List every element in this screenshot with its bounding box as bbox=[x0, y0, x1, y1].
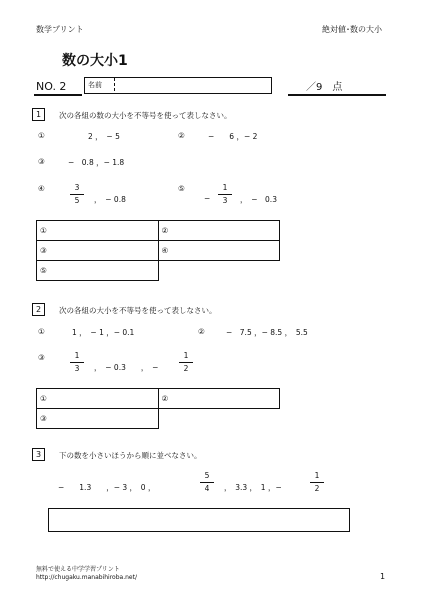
page-title: 数の大小1 bbox=[62, 53, 128, 69]
s3-fraction-bar-2 bbox=[310, 482, 324, 483]
score-underline bbox=[288, 94, 386, 96]
s1-answer-cell-5[interactable]: ⑤ bbox=[37, 261, 159, 281]
s2-q3-fraction-1 bbox=[70, 351, 84, 374]
s3-fraction-bar-1 bbox=[200, 482, 214, 483]
s2-answer-cell-3[interactable]: ③ bbox=[37, 409, 159, 429]
s3-fraction-1 bbox=[200, 471, 214, 494]
s2-q3-label: ③ bbox=[38, 353, 45, 362]
score-label: ／9 点 bbox=[306, 82, 343, 93]
s2-q1-label: ① bbox=[38, 327, 45, 336]
s1-answer-cell-2[interactable]: ② bbox=[158, 221, 280, 241]
s1-q5-numerator: 1 bbox=[222, 183, 228, 192]
s1-q4-tail: ， − 0.8 bbox=[94, 195, 126, 204]
s1-q4-fraction-bar bbox=[70, 194, 84, 195]
s1-q2-label: ② bbox=[178, 131, 185, 140]
s2-q1-text: 1 ， − 1 ，− 0.1 bbox=[72, 328, 135, 337]
section-3-number: 3 bbox=[32, 448, 45, 461]
s3-fraction-2 bbox=[310, 471, 324, 494]
s3-denominator-1: 4 bbox=[204, 484, 210, 493]
s2-q3-fraction-2 bbox=[179, 351, 193, 374]
s1-answer-cell-1[interactable]: ① bbox=[37, 221, 159, 241]
s1-q4-denominator: 5 bbox=[74, 196, 80, 205]
s1-q4-label: ④ bbox=[38, 184, 45, 193]
header-left: 数学プリント bbox=[36, 25, 84, 34]
s3-denominator-2: 2 bbox=[314, 484, 320, 493]
name-field[interactable] bbox=[84, 77, 272, 94]
page-number: 1 bbox=[380, 572, 386, 581]
sheet-number: NO. 2 bbox=[36, 80, 67, 93]
s1-q5-fraction bbox=[218, 183, 232, 206]
s3-sequence-a: − 1.3 ，− 3 ， 0 ， bbox=[58, 483, 156, 492]
s2-q3-numerator-1: 1 bbox=[74, 351, 80, 360]
s2-answer-cell-1[interactable]: ① bbox=[37, 389, 159, 409]
footer-url[interactable]: http://chugaku.manabihiroba.net/ bbox=[36, 574, 137, 581]
section-1-number: 1 bbox=[32, 108, 45, 121]
s2-q3-denominator-2: 2 bbox=[183, 364, 189, 373]
s3-sequence-b: ， 3.3 ， 1 ，− bbox=[224, 483, 282, 492]
s2-q3-numerator-2: 1 bbox=[183, 351, 189, 360]
s1-q4-numerator: 3 bbox=[74, 183, 80, 192]
s1-q4-fraction bbox=[70, 183, 84, 206]
s1-q1-label: ① bbox=[38, 131, 45, 140]
s3-numerator-1: 5 bbox=[204, 471, 210, 480]
s1-answer-cell-3[interactable]: ③ bbox=[37, 241, 159, 261]
section-2-answer-grid bbox=[36, 388, 280, 429]
section-1-answer-grid bbox=[36, 220, 280, 281]
s2-q3-fraction-bar-1 bbox=[70, 362, 84, 363]
s2-q3-middle: ， − 0.3 ， − bbox=[94, 363, 159, 372]
s2-q2-label: ② bbox=[198, 327, 205, 336]
s2-q3-fraction-bar-2 bbox=[179, 362, 193, 363]
name-divider bbox=[114, 78, 115, 91]
s2-q2-text: − 7.5 ，− 8.5 ， 5.5 bbox=[226, 328, 308, 337]
s1-q5-denominator: 3 bbox=[222, 196, 228, 205]
s1-answer-cell-4[interactable]: ④ bbox=[158, 241, 280, 261]
s1-q3-label: ③ bbox=[38, 157, 45, 166]
s1-q2-text: − 6 ，− 2 bbox=[208, 132, 258, 141]
name-label: 名前 bbox=[88, 81, 102, 89]
s2-q3-denominator-1: 3 bbox=[74, 364, 80, 373]
s1-q5-lead: − bbox=[204, 194, 211, 203]
section-3-answer-box[interactable] bbox=[48, 508, 350, 532]
s2-answer-empty bbox=[158, 409, 280, 429]
s1-q5-fraction-bar bbox=[218, 194, 232, 195]
section-3-instruction: 下の数を小さいほうから順に並べなさい。 bbox=[59, 451, 202, 460]
sheet-number-underline bbox=[34, 94, 82, 96]
s1-answer-empty bbox=[158, 261, 280, 281]
header-right: 絶対値･数の大小 bbox=[322, 25, 382, 34]
section-2-number: 2 bbox=[32, 303, 45, 316]
section-1-instruction: 次の各組の数の大小を不等号を使って表しなさい。 bbox=[59, 111, 232, 120]
footer-site-name: 無料で使える中学学習プリント bbox=[36, 566, 120, 573]
s1-q5-label: ⑤ bbox=[178, 184, 185, 193]
s1-q1-text: 2 ， − 5 bbox=[88, 132, 120, 141]
s3-numerator-2: 1 bbox=[314, 471, 320, 480]
section-2-instruction: 次の各組の大小を不等号を使って表しなさい。 bbox=[59, 306, 217, 315]
s1-q5-tail: ， − 0.3 bbox=[240, 195, 277, 204]
s1-q3-text: − 0.8 ，− 1.8 bbox=[68, 158, 125, 167]
s2-answer-cell-2[interactable]: ② bbox=[158, 389, 280, 409]
